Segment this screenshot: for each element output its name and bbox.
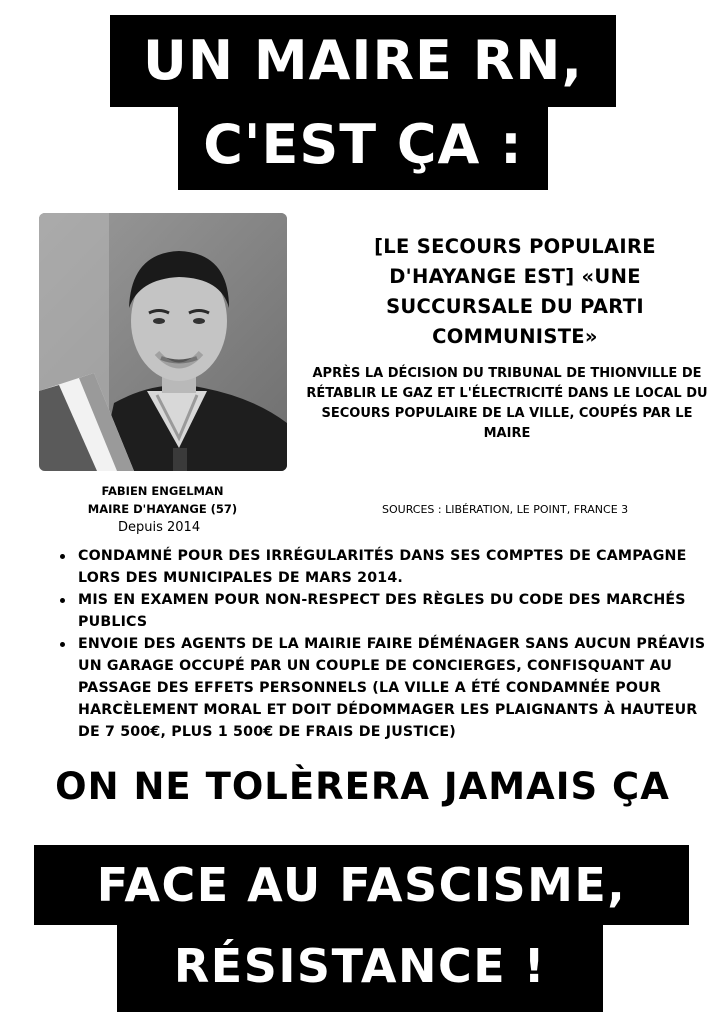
fact-item: CONDAMNÉ POUR DES IRRÉGULARITÉS DANS SES COMPTES DE CAMPAGNE LORS DES MUNICIPALES DE MARS 2014.: [58, 545, 718, 589]
mayor-name: FABIEN ENGELMAN: [101, 484, 224, 498]
fact-item: ENVOIE DES AGENTS DE LA MAIRIE FAIRE DÉMÉNAGER SANS AUCUN PRÉAVIS UN GARAGE OCCUPÉ PAR UN COUPLE DE CONCIERGES, CONFISQUANT AU PASSAGE DES EFFETS PERSONNELS (LA VILLE A ÉTÉ CONDAMNÉE POUR HARCÈLEMENT MORAL ET DOIT DÉDOMMAGER LES PLAIGNANTS À HAUTEUR DE 7 500€, PLUS 1 500€ DE FRAIS DE JUSTICE): [58, 633, 718, 743]
sources-line: SOURCES : LIBÉRATION, LE POINT, FRANCE 3: [382, 503, 629, 516]
mayor-photo: [39, 213, 287, 471]
slogan: ON NE TOLÈRERA JAMAIS ÇA: [55, 765, 670, 808]
title-line-1: UN MAIRE RN,: [110, 15, 616, 107]
mayor-role: MAIRE D'HAYANGE (57): [87, 502, 238, 516]
closing-line-2: RÉSISTANCE !: [117, 920, 603, 1012]
fact-item: MIS EN EXAMEN POUR NON-RESPECT DES RÈGLES DU CODE DES MARCHÉS PUBLICS: [58, 589, 718, 633]
facts-list: [58, 545, 718, 743]
mayor-quote: [LE SECOURS POPULAIRE D'HAYANGE EST] «UNE SUCCURSALE DU PARTI COMMUNISTE»: [374, 235, 656, 348]
closing-line-1: FACE AU FASCISME,: [34, 845, 689, 925]
mayor-portrait-illustration: [39, 213, 287, 471]
title-line-2: C'EST ÇA :: [178, 100, 548, 190]
quote-context: APRÈS LA DÉCISION DU TRIBUNAL DE THIONVILLE DE RÉTABLIR LE GAZ ET L'ÉLECTRICITÉ DANS LE LOCAL DU SECOURS POPULAIRE DE LA VILLE, COUPÉS PAR LE MAIRE: [306, 366, 708, 441]
mayor-since: Depuis 2014: [118, 520, 201, 535]
